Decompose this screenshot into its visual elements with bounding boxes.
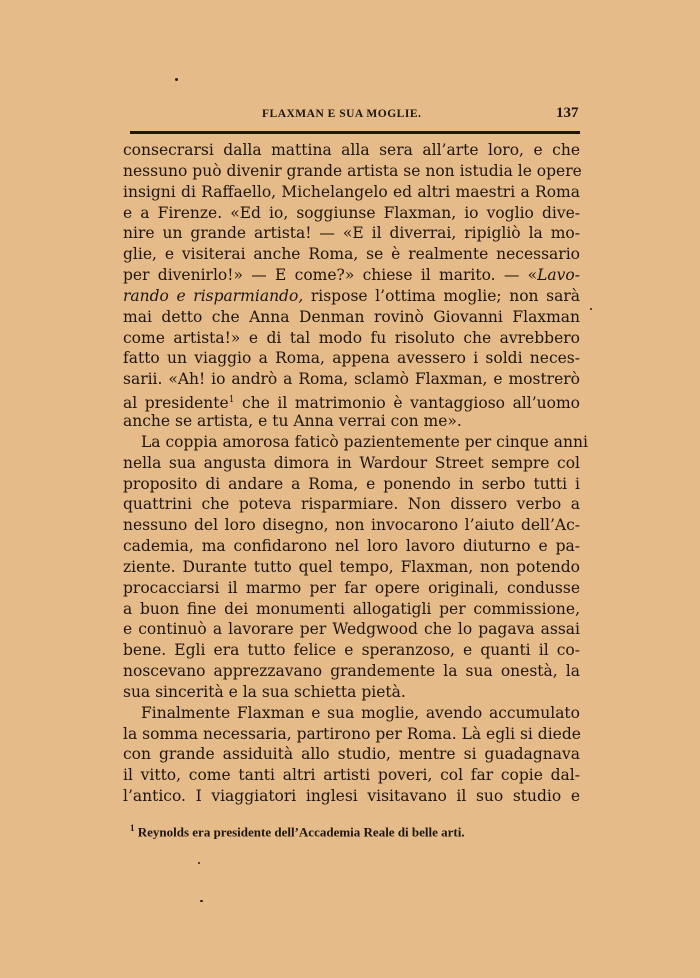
text-line: noscevano apprezzavano grandemente la sua onestà, la bbox=[123, 662, 580, 681]
text-line: nire un grande artista! — «E il diverrai, ripigliò la mo- bbox=[123, 224, 580, 243]
body-text bbox=[123, 140, 588, 807]
text-line: anche se artista, e tu Anna verrai con me». bbox=[123, 411, 462, 430]
text-line bbox=[123, 265, 580, 286]
text-segment: per divenirlo!» — E come?» chiese il marito. — « bbox=[123, 266, 538, 285]
text-line: nella sua angusta dimora in Wardour Street sempre col bbox=[123, 453, 580, 472]
text-line: nessuno può divenir grande artista se non istudia le opere bbox=[123, 161, 582, 180]
text-segment: al presidente bbox=[123, 394, 229, 413]
text-line: la somma necessaria, partirono per Roma. Là egli si diede bbox=[123, 724, 581, 743]
text-line: consecrarsi dalla mattina alla sera all’arte loro, e che bbox=[123, 141, 580, 159]
header-rule bbox=[130, 131, 580, 134]
text-line: come artista!» e di tal modo fu risoluto che avrebbero bbox=[123, 328, 580, 347]
ink-speck bbox=[200, 900, 203, 902]
footnote-marker: 1 bbox=[130, 823, 135, 833]
italic-text: rando e risparmiando, bbox=[123, 286, 304, 305]
ink-speck bbox=[590, 308, 592, 310]
footnote-reference: 1 bbox=[228, 395, 235, 406]
italic-text: Lavo- bbox=[537, 266, 580, 285]
footnote bbox=[130, 823, 582, 840]
page-number: 137 bbox=[556, 105, 579, 121]
text-segment: rispose l’ottima moglie; non sarà bbox=[303, 286, 580, 305]
text-line: quattrini che poteva risparmiare. Non dissero verbo a bbox=[123, 495, 580, 514]
ink-speck bbox=[175, 78, 178, 81]
text-line: fatto un viaggio a Roma, appena avessero i soldi neces- bbox=[123, 349, 580, 368]
text-line: sarii. «Ah! io andrò a Roma, sclamò Flaxman, e mostrerò bbox=[123, 370, 580, 389]
text-line: nessuno del loro disegno, non invocarono l’aiuto dell’Ac- bbox=[123, 516, 580, 535]
text-line: a buon fine dei monumenti allogatigli per commissione, bbox=[123, 599, 580, 618]
text-line: il vitto, come tanti altri artisti poveri, col far copie dal- bbox=[123, 766, 580, 785]
text-line: procacciarsi il marmo per far opere originali, condusse bbox=[123, 578, 580, 597]
ink-speck bbox=[198, 862, 200, 864]
running-header: FLAXMAN E SUA MOGLIE. bbox=[262, 108, 422, 120]
text-line bbox=[123, 390, 580, 411]
text-line bbox=[123, 286, 580, 307]
text-line: e a Firenze. «Ed io, soggiunse Flaxman, io voglio dive- bbox=[123, 203, 580, 222]
text-line: ziente. Durante tutto quel tempo, Flaxman, non potendo bbox=[123, 557, 580, 576]
text-segment: che il matrimonio è vantaggioso all’uomo bbox=[234, 394, 580, 413]
text-line: insigni di Raffaello, Michelangelo ed altri maestri a Roma bbox=[123, 182, 580, 201]
text-line: cademia, ma confidarono nel loro lavoro diuturno e pa- bbox=[123, 537, 580, 556]
text-line: proposito di andare a Roma, e ponendo in serbo tutti i bbox=[123, 474, 580, 493]
text-line: bene. Egli era tutto felice e speranzoso, e quanti il co- bbox=[123, 641, 580, 660]
text-line: e continuò a lavorare per Wedgwood che lo pagava assai bbox=[123, 620, 580, 639]
text-line: Finalmente Flaxman e sua moglie, avendo accumulato bbox=[141, 703, 580, 722]
text-line: glie, e visiterai anche Roma, se è realmente necessario bbox=[123, 245, 580, 264]
text-line: sua sincerità e la sua schietta pietà. bbox=[123, 682, 406, 701]
text-line: l’antico. I viaggiatori inglesi visitavano il suo studio e bbox=[123, 787, 580, 806]
footnote-text: Reynolds era presidente dell’Accademia Reale di belle arti. bbox=[134, 824, 465, 840]
text-line: La coppia amorosa faticò pazientemente per cinque anni bbox=[141, 432, 588, 451]
text-line: mai detto che Anna Denman rovinò Giovanni Flaxman bbox=[123, 307, 580, 326]
text-line: con grande assiduità allo studio, mentre si guadagnava bbox=[123, 745, 580, 764]
